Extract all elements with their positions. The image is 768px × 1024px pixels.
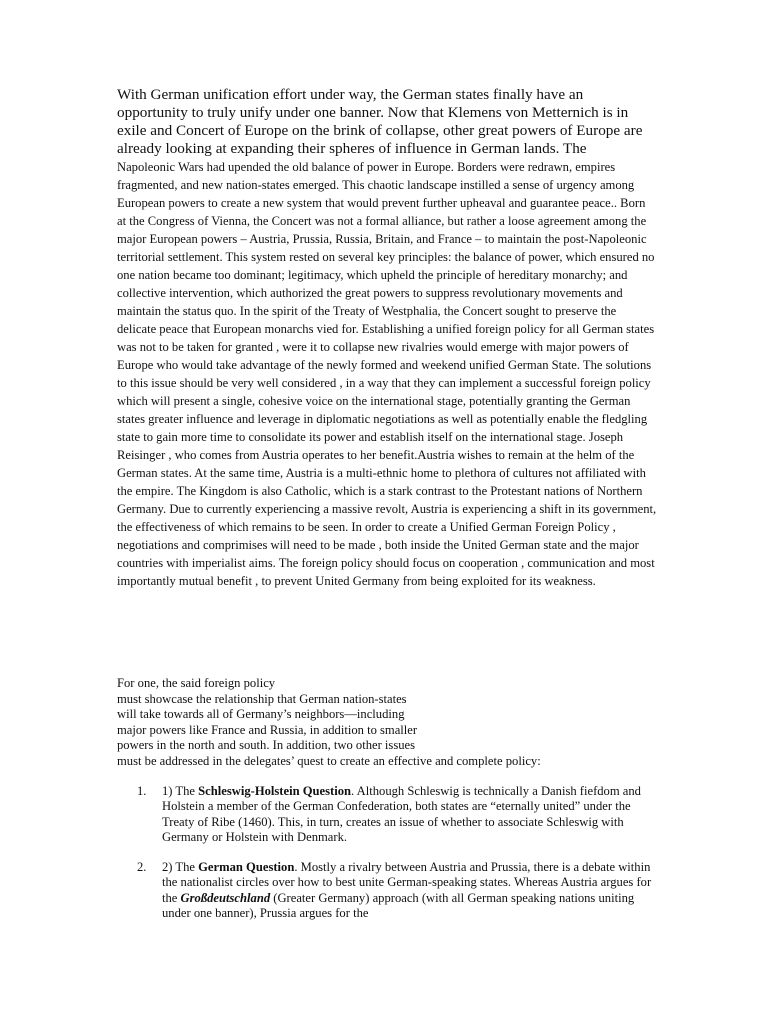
list-item-italic-term: Großdeutschland xyxy=(180,890,271,905)
paragraph-line: For one, the said foreign policy xyxy=(117,676,276,690)
list-item xyxy=(117,784,657,845)
list-item-prefix: 1) The xyxy=(162,784,199,798)
paragraph-line: must be addressed in the delegates’ quest to create an effective and complete policy: xyxy=(117,753,541,768)
foreign-policy-paragraph xyxy=(117,676,637,769)
list-item-text: . Although Schleswig is technically a Danish fiefdom and Holstein a member of the German Confederation, both states are “eternally united” under the Treaty of Ribe (1460). This, in turn, creates an issue of whether to associate Schleswig with Germany or Holstein with Denmark. xyxy=(162,784,641,844)
issues-list xyxy=(117,784,657,921)
paragraph-line: will take towards all of Germany’s neighbors—including xyxy=(117,707,405,721)
list-item-prefix: 2) The xyxy=(162,860,199,875)
list-item-number: 2. xyxy=(137,860,147,875)
paragraph-line: powers in the north and south. In addition, two other issues xyxy=(117,738,416,752)
list-item-text: . Mostly a rivalry between Austria and Prussia, there is a debate within the nationalist circles over how to best unite German-speaking states. Whereas Austria argues for the xyxy=(162,860,652,905)
intro-paragraph xyxy=(117,86,657,590)
list-item-text: (Greater Germany) approach (with all German speaking nations uniting under one banner), Prussia argues for the xyxy=(162,890,635,921)
paragraph-line: major powers like France and Russia, in addition to smaller xyxy=(117,722,418,737)
paragraph-line: must showcase the relationship that German nation-states xyxy=(117,691,407,706)
intro-lead-text: With German unification effort under way, the German states finally have an opportunity to truly unify under one banner. Now that Klemens von Metternich is in exile and Concert of Europe on the brink of collapse, other great powers of Europe are already looking at expanding their spheres of influence in German lands. The xyxy=(117,86,643,157)
intro-body-text: Napoleonic Wars had upended the old balance of power in Europe. Borders were redrawn, empires fragmented, and new nation-states emerged. This chaotic landscape instilled a sense of urgency among European powers to create a new system that would prevent further upheaval and guarantee peace.. Born at the Congress of Vienna, the Concert was not a formal alliance, but rather a loose agreement among the major European powers – Austria, Prussia, Russia, Britain, and France – to maintain the post-Napoleonic territorial settlement. This system rested on several key principles: the balance of power, which ensured no one nation became too dominant; legitimacy, which upheld the principle of hereditary monarchy; and collective intervention, which authorized the great powers to suppress revolutionary movements and maintain the status quo. In the spirit of the Treaty of Westphalia, the Concert sought to preserve the delicate peace that European monarchs vied for. Establishing a unified foreign policy for all German states was not to be taken for granted , were it to collapse new rivalries would emerge with major powers of Europe who would take advantage of the newly formed and weekend unified German State. The solutions to this issue should be very well considered , in a way that they can implement a successful foreign policy which will present a single, cohesive voice on the international stage, potentially granting the German states greater influence and leverage in diplomatic negotiations as well as potentially enable the fledgling state to gain more time to consolidate its power and establish itself on the international stage. Joseph Reisinger , who comes from Austria operates to her benefit.Austria wishes to remain at the helm of the German states. At the same time, Austria is a multi-ethnic home to plethora of cultures not affiliated with the empire. The Kingdom is also Catholic, which is a stark contrast to the Protestant nations of Northern Germany. Due to currently experiencing a massive revolt, Austria is experiencing a shift in its government, the effectiveness of which remains to be seen. In order to create a Unified German Foreign Policy , negotiations and comprimises will need to be made , both inside the United German state and the major countries with imperialist aims. The foreign policy should focus on cooperation , communication and most importantly mutual benefit , to prevent United Germany from being exploited for its weakness. xyxy=(117,160,657,588)
list-item-term: Schleswig-Holstein Question xyxy=(198,784,352,798)
list-item-number: 1. xyxy=(137,784,147,798)
list-item-term: German Question xyxy=(198,860,295,875)
list-item xyxy=(117,860,657,921)
